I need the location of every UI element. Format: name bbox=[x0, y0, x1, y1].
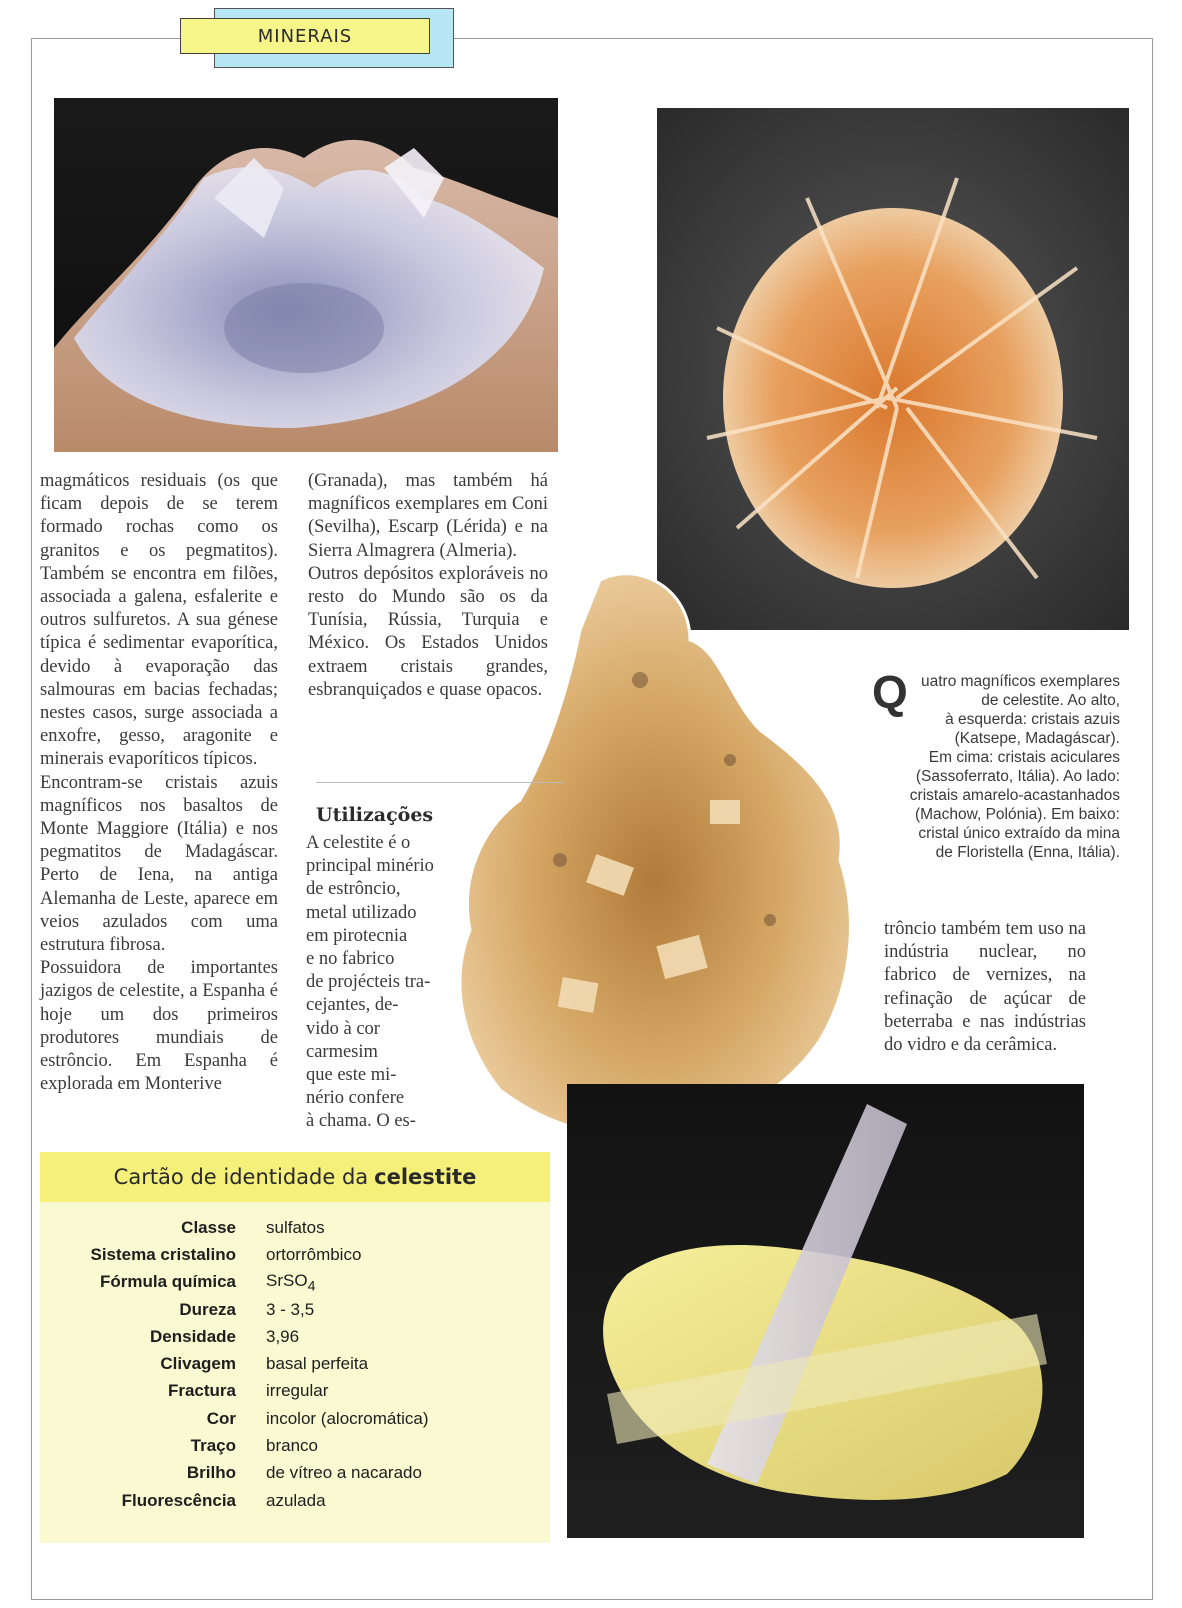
text-line: cejantes, de- bbox=[306, 995, 399, 1016]
property-value: basal perfeita bbox=[266, 1354, 369, 1374]
property-value: branco bbox=[266, 1436, 318, 1456]
property-label: Fluorescência bbox=[121, 1490, 236, 1510]
property-label: Traço bbox=[190, 1436, 236, 1456]
section-tab bbox=[180, 18, 430, 54]
text-line: de projécteis tra- bbox=[306, 972, 431, 993]
caption-line: (Sassoferrato, Itália). Ao lado: bbox=[915, 768, 1120, 785]
text-line: vido à cor bbox=[306, 1018, 380, 1039]
caption-line: cristal único extraído da mina bbox=[918, 825, 1120, 842]
identity-card-title bbox=[40, 1152, 550, 1202]
text-line: carmesim bbox=[306, 1041, 378, 1062]
property-value: de vítreo a nacarado bbox=[266, 1463, 422, 1483]
property-value: sulfatos bbox=[266, 1217, 325, 1237]
text-line: principal minério bbox=[306, 856, 434, 877]
property-value: 3 - 3,5 bbox=[266, 1299, 315, 1319]
property-row bbox=[40, 1405, 550, 1432]
property-row bbox=[40, 1487, 550, 1514]
text-line: e no fabrico bbox=[306, 949, 395, 970]
property-label: Brilho bbox=[186, 1463, 236, 1483]
caption-line: (Katsepe, Madagáscar). bbox=[954, 730, 1120, 747]
caption-dropcap: Q bbox=[872, 666, 908, 718]
property-value: 3,96 bbox=[266, 1326, 300, 1346]
photo-caption bbox=[872, 666, 1120, 862]
identity-card-title-mineral: celestite bbox=[374, 1165, 477, 1189]
paragraph: (Granada), mas também há magníficos exemplares em Coni (Sevilha), Escarp (Lérida) e na Sierra Almagrera (Almeria). bbox=[308, 471, 548, 561]
property-label: Densidade bbox=[150, 1326, 236, 1346]
property-label: Dureza bbox=[179, 1299, 236, 1319]
property-label: Sistema cristalino bbox=[90, 1244, 236, 1264]
property-row bbox=[40, 1269, 550, 1296]
text-line: metal utilizado bbox=[306, 902, 417, 923]
section-title: MINERAIS bbox=[257, 25, 353, 47]
caption-line: de Floristella (Enna, Itália). bbox=[935, 844, 1120, 861]
section-divider bbox=[316, 782, 564, 783]
property-label: Cor bbox=[206, 1408, 236, 1428]
section-heading-utilizacoes: Utilizações bbox=[316, 804, 434, 826]
text-line: A celestite é o bbox=[306, 833, 411, 853]
text-line: em pirotecnia bbox=[306, 925, 408, 946]
text-line: que este mi- bbox=[306, 1065, 397, 1086]
property-row bbox=[40, 1323, 550, 1350]
paragraph: Encontram-se cristais azuis magníficos nos basaltos de Monte Maggiore (Itália) e nos pegmatitos de Madagáscar. Perto de Iena, na antiga Alemanha de Leste, aparece em veios azulados com uma estrutura fibrosa. bbox=[40, 772, 278, 956]
identity-card bbox=[40, 1152, 550, 1543]
caption-line: de celestite. Ao alto, bbox=[981, 692, 1120, 709]
property-value: azulada bbox=[266, 1490, 326, 1510]
property-row bbox=[40, 1378, 550, 1405]
property-label: Classe bbox=[181, 1217, 236, 1237]
paragraph: trôncio também tem uso na indústria nuclear, no fabrico de vernizes, na refinação de açúcar de beterraba e nas indústrias do vidro e da cerâmica. bbox=[884, 919, 1086, 1056]
property-row bbox=[40, 1460, 550, 1487]
photo-acicular-celestite bbox=[657, 108, 1129, 630]
property-value: ortorrômbico bbox=[266, 1244, 362, 1264]
property-value: incolor (alocromática) bbox=[266, 1408, 429, 1428]
property-label: Fractura bbox=[167, 1381, 236, 1401]
photo-single-crystal bbox=[567, 1084, 1084, 1538]
text-line: de estrôncio, bbox=[306, 879, 401, 900]
identity-card-rows bbox=[40, 1214, 550, 1514]
paragraph: magmáticos residuais (os que ficam depois de se terem formado rochas como os granitos e os pegmatitos). Também se encontra em filões, associada a galena, esfalerite e outros sulfuretos. A sua génese típica é sedimentar evaporítica, devido à evaporação das salmouras em bacias fechadas; nestes casos, surge associada a enxofre, gesso, aragonite e minerais evaporíticos típicos. bbox=[40, 471, 278, 770]
property-label: Fórmula química bbox=[99, 1272, 236, 1292]
property-label: Clivagem bbox=[160, 1354, 236, 1374]
caption-line: Em cima: cristais aciculares bbox=[928, 749, 1120, 766]
property-row bbox=[40, 1214, 550, 1241]
caption-line: (Machow, Polónia). Em baixo: bbox=[914, 806, 1120, 823]
body-column-1 bbox=[40, 470, 278, 1096]
property-row bbox=[40, 1350, 550, 1377]
photo-blue-celestite bbox=[54, 98, 558, 452]
property-row bbox=[40, 1241, 550, 1268]
property-row bbox=[40, 1432, 550, 1459]
property-value-formula: SrSO$_4$ bbox=[266, 1270, 316, 1294]
body-column-3 bbox=[884, 918, 1086, 1057]
property-row bbox=[40, 1296, 550, 1323]
caption-line: uatro magníficos exemplares bbox=[920, 673, 1120, 690]
paragraph: Possuidora de importantes jazigos de celestite, a Espanha é hoje um dos primeiros produtores mundiais de estrôncio. Em Espanha é explorada em Monterive bbox=[40, 958, 278, 1095]
text-line: à chama. O es- bbox=[306, 1111, 416, 1132]
caption-line: cristais amarelo-acastanhados bbox=[909, 787, 1120, 804]
text-line: nério confere bbox=[306, 1088, 405, 1109]
utilizacoes-text bbox=[306, 832, 456, 1134]
paragraph: Outros depósitos exploráveis no resto do Mundo são os da Tunísia, Rússia, Turquia e México. Os Estados Unidos extraem cristais grandes, esbranquiçados e quase opacos. bbox=[308, 563, 548, 700]
property-value: irregular bbox=[266, 1381, 329, 1401]
identity-card-title-prefix: Cartão de identidade da bbox=[113, 1165, 369, 1189]
caption-line: à esquerda: cristais azuis bbox=[945, 711, 1120, 728]
body-column-2 bbox=[308, 470, 548, 702]
